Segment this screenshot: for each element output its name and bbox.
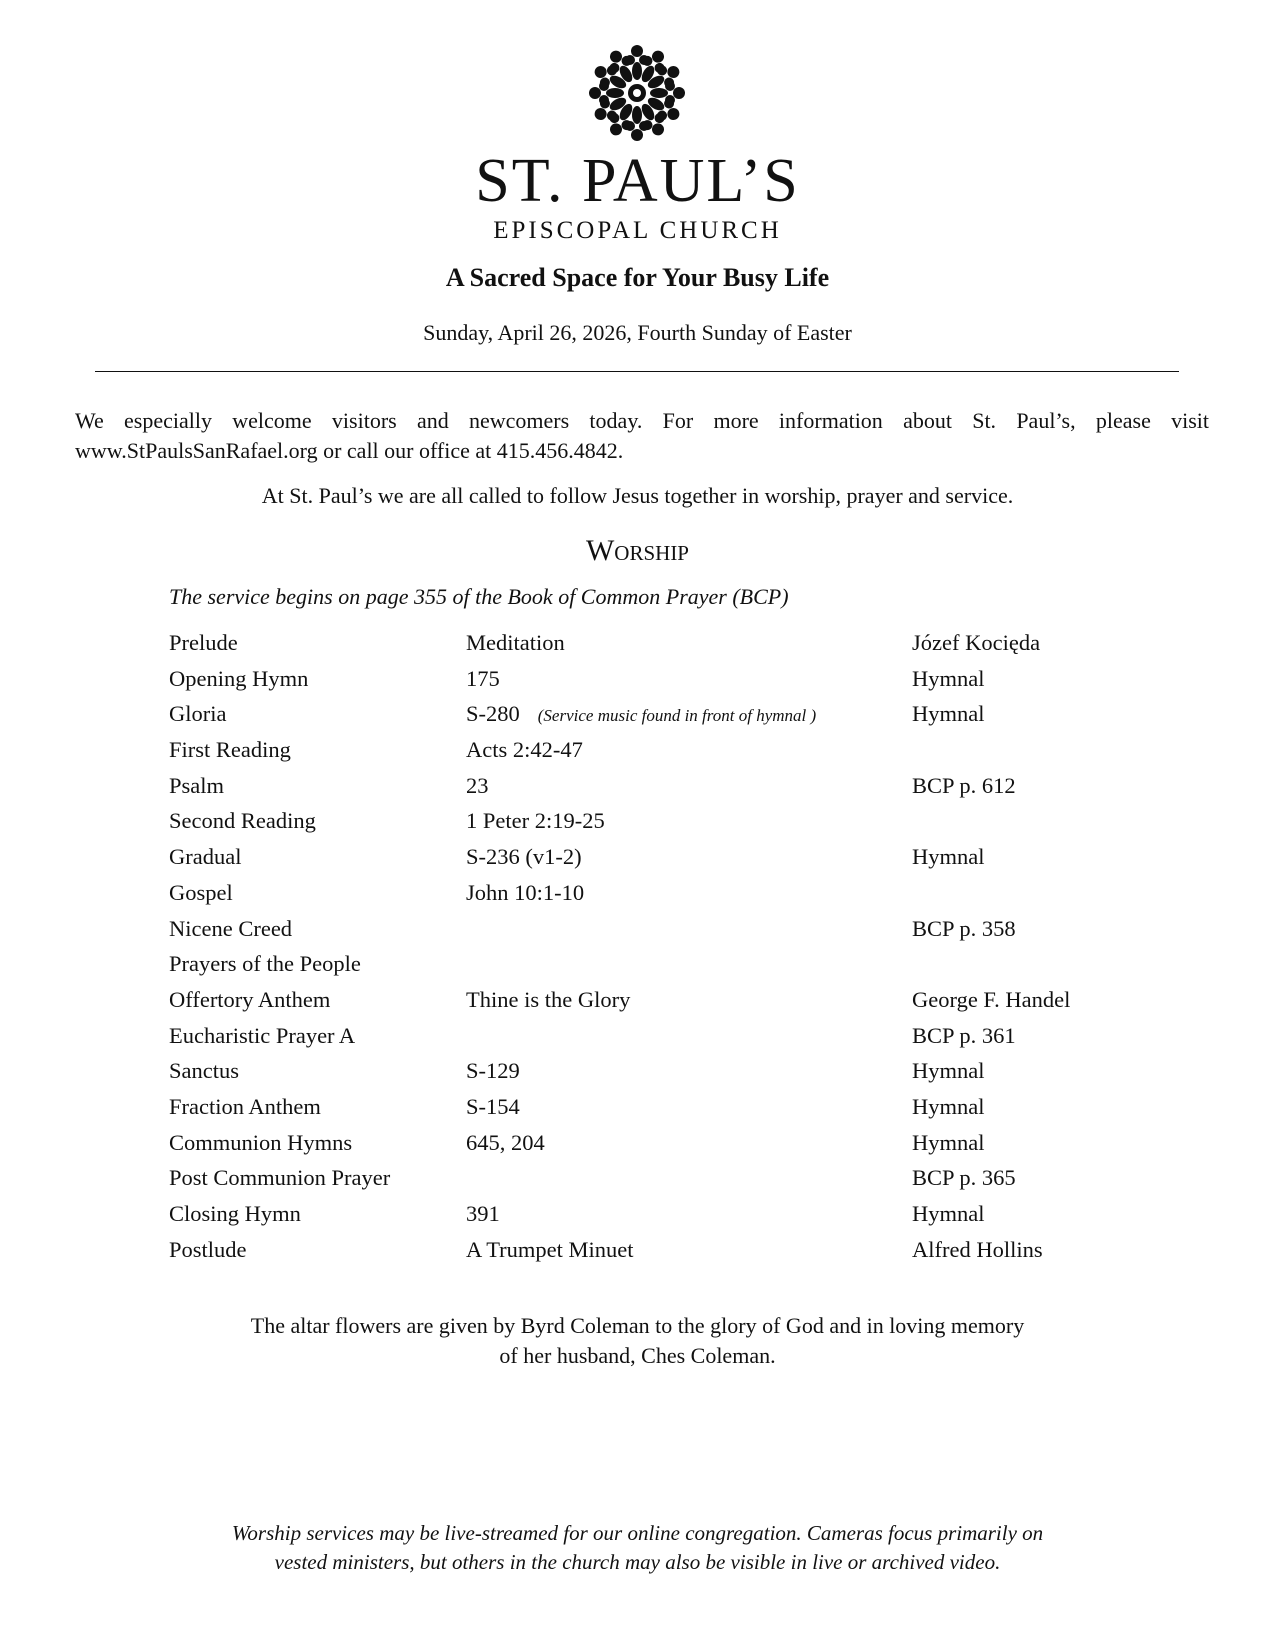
service-source: Hymnal bbox=[912, 1129, 985, 1155]
service-detail-cell bbox=[466, 1058, 520, 1084]
service-part: Gradual bbox=[169, 844, 242, 870]
service-detail-cell bbox=[466, 773, 489, 799]
service-detail: S-236 (v1-2) bbox=[466, 844, 582, 870]
service-part: Gospel bbox=[169, 879, 233, 905]
service-part: Closing Hymn bbox=[169, 1201, 301, 1226]
livestream-notice-line: Worship services may be live-streamed for our online congregation. Cameras focus primarily on bbox=[231, 1521, 1044, 1545]
service-detail: 391 bbox=[466, 1201, 500, 1226]
service-part: Psalm bbox=[169, 772, 225, 798]
service-source: Hymnal bbox=[912, 1093, 985, 1119]
service-date: Sunday, April 26, 2026, Fourth Sunday of Easter bbox=[423, 320, 852, 345]
service-source: BCP p. 358 bbox=[912, 915, 1016, 941]
service-detail-cell bbox=[466, 630, 565, 656]
divider-rule bbox=[95, 371, 1179, 372]
service-source: BCP p. 361 bbox=[912, 1022, 1016, 1048]
worship-heading-text: Worship bbox=[585, 534, 689, 567]
service-detail-cell bbox=[466, 987, 630, 1013]
service-detail-cell bbox=[466, 808, 605, 834]
service-detail: 1 Peter 2:19-25 bbox=[466, 808, 605, 834]
service-part: Nicene Creed bbox=[169, 915, 293, 941]
tagline: A Sacred Space for Your Busy Life bbox=[445, 263, 830, 292]
service-source: Hymnal bbox=[912, 665, 985, 691]
service-detail: Thine is the Glory bbox=[466, 986, 631, 1012]
service-part: Offertory Anthem bbox=[169, 986, 331, 1012]
service-part: Eucharistic Prayer A bbox=[169, 1022, 356, 1048]
service-row bbox=[169, 1201, 1169, 1237]
livestream-notice-line: vested ministers, but others in the church may also be visible in live or archived video. bbox=[274, 1550, 1001, 1574]
service-row bbox=[169, 951, 1169, 987]
service-part: Postlude bbox=[169, 1236, 247, 1262]
service-detail-cell bbox=[466, 737, 583, 763]
service-detail-cell bbox=[466, 880, 584, 906]
service-detail-cell bbox=[466, 1094, 520, 1120]
service-part: Post Communion Prayer bbox=[169, 1165, 391, 1191]
service-row bbox=[169, 844, 1169, 880]
service-detail: S-154 bbox=[466, 1093, 520, 1119]
welcome-paragraph: We especially welcome visitors and newcomers today. For more information about St. Paul’s, please visit www.StPaulsSanRafael.org or call our office at 415.456.4842. bbox=[75, 408, 1209, 463]
service-part: First Reading bbox=[169, 737, 291, 763]
church-subtitle: EPISCOPAL CHURCH bbox=[493, 217, 782, 244]
service-part: Communion Hymns bbox=[169, 1129, 353, 1155]
service-detail-cell bbox=[466, 1237, 634, 1263]
service-row bbox=[169, 808, 1169, 844]
service-source: BCP p. 365 bbox=[912, 1165, 1016, 1191]
service-source: George F. Handel bbox=[912, 986, 1071, 1012]
service-detail-cell bbox=[466, 1130, 545, 1156]
church-rosette-logo bbox=[584, 40, 690, 146]
service-part: Gloria bbox=[169, 701, 227, 727]
service-row bbox=[169, 1165, 1169, 1201]
service-detail: 175 bbox=[466, 665, 500, 691]
service-source: Hymnal bbox=[912, 701, 985, 727]
service-row bbox=[169, 1094, 1169, 1130]
service-detail-cell bbox=[466, 1201, 500, 1227]
service-row bbox=[169, 1023, 1169, 1059]
church-name: ST. PAUL’S bbox=[475, 147, 800, 215]
service-detail-cell bbox=[466, 666, 500, 692]
order-of-service bbox=[169, 630, 1169, 1272]
altar-flowers-line: The altar flowers are given by Byrd Coleman to the glory of God and in loving memory bbox=[250, 1313, 1025, 1338]
service-detail: S-280 bbox=[466, 701, 520, 727]
service-row bbox=[169, 737, 1169, 773]
service-row bbox=[169, 1058, 1169, 1094]
service-detail: John 10:1-10 bbox=[466, 879, 585, 905]
service-source: Hymnal bbox=[912, 844, 985, 870]
service-source: BCP p. 612 bbox=[912, 772, 1016, 798]
service-note: (Service music found in front of hymnal ) bbox=[537, 706, 817, 726]
service-source: Józef Kocięda bbox=[912, 630, 1041, 655]
service-part: Prelude bbox=[169, 630, 238, 655]
worship-intro: The service begins on page 355 of the Book of Common Prayer (BCP) bbox=[169, 584, 789, 609]
service-source: Hymnal bbox=[912, 1201, 985, 1226]
service-row bbox=[169, 1130, 1169, 1166]
service-part: Sanctus bbox=[169, 1058, 239, 1084]
service-source: Alfred Hollins bbox=[912, 1236, 1043, 1262]
worship-heading bbox=[0, 534, 1275, 568]
livestream-notice bbox=[0, 1519, 1275, 1577]
service-row bbox=[169, 630, 1169, 666]
altar-flowers-line: of her husband, Ches Coleman. bbox=[499, 1343, 776, 1368]
mission-statement: At St. Paul’s we are all called to follow Jesus together in worship, prayer and service. bbox=[261, 483, 1014, 508]
service-detail-cell bbox=[466, 844, 582, 870]
service-detail: S-129 bbox=[466, 1058, 520, 1084]
service-detail: 23 bbox=[466, 772, 489, 798]
service-row bbox=[169, 1237, 1169, 1273]
service-row bbox=[169, 987, 1169, 1023]
service-row bbox=[169, 916, 1169, 952]
service-detail: Meditation bbox=[466, 630, 565, 655]
service-row bbox=[169, 701, 1169, 737]
service-source: Hymnal bbox=[912, 1058, 985, 1084]
service-row bbox=[169, 773, 1169, 809]
service-detail: 645, 204 bbox=[466, 1129, 545, 1155]
service-part: Opening Hymn bbox=[169, 665, 309, 691]
service-detail-cell bbox=[466, 701, 816, 727]
service-part: Fraction Anthem bbox=[169, 1093, 321, 1119]
service-part: Prayers of the People bbox=[169, 951, 361, 977]
service-row bbox=[169, 666, 1169, 702]
service-detail: A Trumpet Minuet bbox=[466, 1236, 634, 1262]
altar-flowers-note bbox=[0, 1311, 1275, 1371]
service-part: Second Reading bbox=[169, 808, 316, 834]
service-detail: Acts 2:42-47 bbox=[466, 737, 583, 763]
service-row bbox=[169, 880, 1169, 916]
